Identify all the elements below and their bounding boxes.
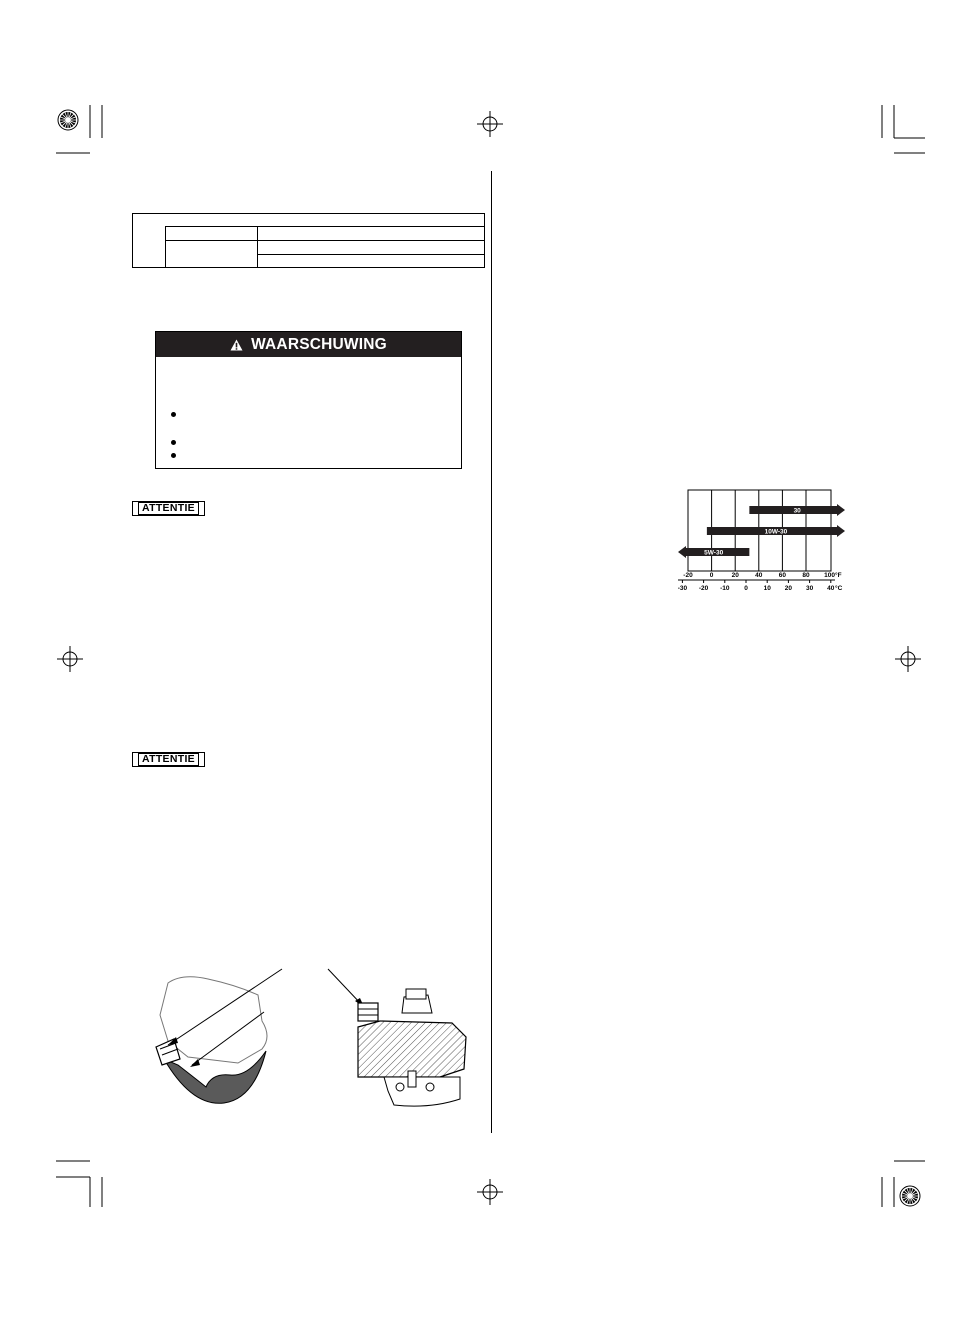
celsius-tick-label: 40 <box>827 585 835 592</box>
fahrenheit-tick-label: -20 <box>683 572 693 579</box>
fahrenheit-tick-label: 80 <box>802 572 810 579</box>
fahrenheit-tick-label: 20 <box>731 572 739 579</box>
celsius-tick-label: 0 <box>744 585 748 592</box>
celsius-tick-label: 10 <box>763 585 771 592</box>
fahrenheit-tick-label: 0 <box>709 572 714 579</box>
fahrenheit-tick-label: 40 <box>755 572 763 579</box>
attentie-text-1: ATTENTIE <box>138 502 199 515</box>
celsius-tick-label: -10 <box>720 585 730 592</box>
celsius-tick-label: 20 <box>784 585 793 592</box>
celsius-tick-label: -30 <box>677 585 688 592</box>
celsius-tick-label: 30 <box>805 585 814 592</box>
viscosity-grade-label: 10W-30 <box>764 528 788 536</box>
engine-illustration-left <box>150 965 290 1110</box>
viscosity-grade-label: 30 <box>793 507 801 515</box>
fahrenheit-tick-label: 60 <box>778 572 787 579</box>
fahrenheit-unit-label: °F <box>835 572 842 579</box>
oil-filler-cap-icon <box>358 1003 378 1021</box>
viscosity-grade-label: 5W-30 <box>704 549 724 557</box>
celsius-unit-label: °C <box>835 585 843 592</box>
celsius-tick-label: -20 <box>698 585 709 592</box>
attentie-text-2: ATTENTIE <box>138 753 199 766</box>
warning-title: WAARSCHUWING <box>251 335 387 353</box>
fahrenheit-tick-label: 100 <box>824 572 836 579</box>
engine-illustration-right <box>320 965 470 1115</box>
